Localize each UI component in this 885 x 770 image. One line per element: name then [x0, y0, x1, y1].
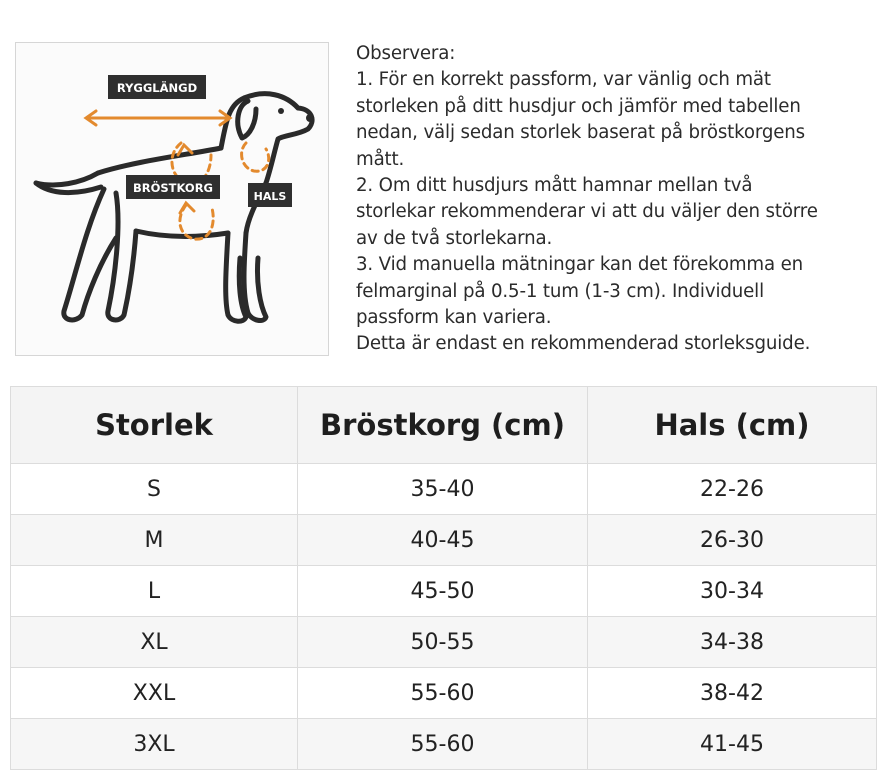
size-chart-table [10, 386, 877, 770]
svg-text:BRÖSTKORG: BRÖSTKORG [133, 181, 213, 195]
table-row [11, 464, 877, 515]
notes-heading: Observera: [356, 43, 456, 64]
header-chest: Bröstkorg (cm) [298, 387, 588, 464]
dog-eye [278, 108, 284, 114]
cell-size: S [11, 464, 298, 515]
cell-chest: 45-50 [298, 566, 588, 617]
cell-size: 3XL [11, 719, 298, 770]
table-row [11, 515, 877, 566]
cell-chest: 35-40 [298, 464, 588, 515]
table-row [11, 566, 877, 617]
table-header-row [11, 387, 877, 464]
cell-chest: 55-60 [298, 719, 588, 770]
table-row [11, 719, 877, 770]
notes-line: 3. Vid manuella mätningar kan det förekomma en [356, 254, 804, 276]
dog-illustration [16, 43, 330, 357]
cell-size: L [11, 566, 298, 617]
cell-neck: 34-38 [588, 617, 877, 668]
cell-size: XXL [11, 668, 298, 719]
cell-neck: 38-42 [588, 668, 877, 719]
dog-measurement-diagram [15, 42, 329, 356]
notes-line: 1. För en korrekt passform, var vänlig och mät [356, 69, 771, 91]
cell-chest: 55-60 [298, 668, 588, 719]
cell-neck: 41-45 [588, 719, 877, 770]
notes-line: mått. [356, 148, 405, 170]
cell-neck: 30-34 [588, 566, 877, 617]
notes-line: Detta är endast en rekommenderad storleksguide. [356, 333, 811, 355]
dog-nose [306, 114, 314, 122]
cell-chest: 40-45 [298, 515, 588, 566]
cell-size: XL [11, 617, 298, 668]
notes-line: storleken på ditt husdjur och jämför med tabellen [356, 95, 801, 117]
cell-neck: 26-30 [588, 515, 877, 566]
header-size: Storlek [11, 387, 298, 464]
table-row [11, 617, 877, 668]
dog-outline [36, 94, 312, 322]
svg-text:HALS: HALS [253, 190, 287, 203]
label-back-length [108, 75, 206, 99]
header-neck: Hals (cm) [588, 387, 877, 464]
notes-line: 2. Om ditt husdjurs mått hamnar mellan två [356, 175, 753, 197]
svg-text:RYGGLÄNGD: RYGGLÄNGD [116, 81, 198, 95]
table-row [11, 668, 877, 719]
notes-line: nedan, välj sedan storlek baserat på bröstkorgens [356, 122, 805, 144]
label-neck [248, 183, 292, 207]
cell-neck: 22-26 [588, 464, 877, 515]
notes-line: storlekar rekommenderar vi att du väljer den större [356, 201, 818, 223]
cell-size: M [11, 515, 298, 566]
notes-line: passform kan variera. [356, 307, 552, 329]
cell-chest: 50-55 [298, 617, 588, 668]
notes-line: av de två storlekarna. [356, 227, 553, 249]
label-chest [126, 175, 220, 199]
notes-line: felmarginal på 0.5-1 tum (1-3 cm). Individuell [356, 280, 764, 302]
measurement-notes [356, 41, 876, 358]
